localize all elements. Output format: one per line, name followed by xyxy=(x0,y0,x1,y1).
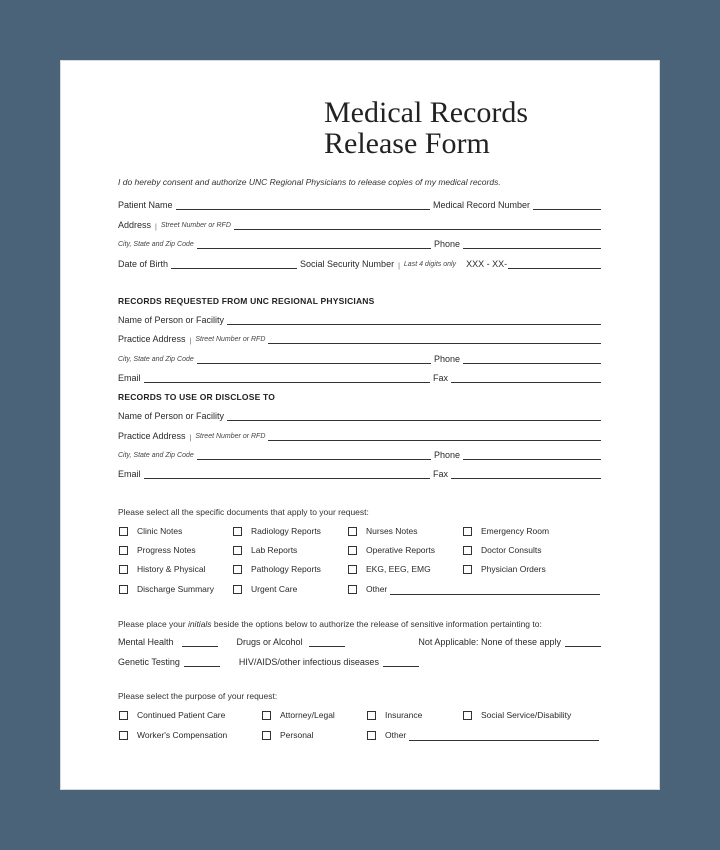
checkbox-label: Doctor Consults xyxy=(481,545,542,555)
address-sublabel: Street Number or RFD xyxy=(160,222,231,229)
rf-practice-field[interactable] xyxy=(268,342,601,344)
checkbox-box[interactable] xyxy=(463,711,472,720)
rf-city-field[interactable] xyxy=(197,362,431,364)
dt-name-field[interactable] xyxy=(227,419,601,421)
checkbox-label: Nurses Notes xyxy=(366,526,418,536)
documents-prompt: Please select all the specific documents that apply to your request: xyxy=(118,507,369,517)
rf-practice-label: Practice Address xyxy=(118,334,186,344)
patient-name-label: Patient Name xyxy=(118,200,173,210)
mrn-label: Medical Record Number xyxy=(432,200,530,210)
doc-checkbox-physician-orders[interactable] xyxy=(463,563,546,575)
not-applicable-label: Not Applicable: None of these apply xyxy=(418,637,561,647)
mental-health-initials[interactable] xyxy=(182,645,218,647)
checkbox-box[interactable] xyxy=(233,585,242,594)
checkbox-box[interactable] xyxy=(233,565,242,574)
doc-checkbox-pathology[interactable] xyxy=(233,563,321,575)
rf-name-field[interactable] xyxy=(227,323,601,325)
purpose-checkbox-insurance[interactable] xyxy=(367,709,422,721)
dt-phone-label: Phone xyxy=(433,450,460,460)
sensitive-row-1 xyxy=(118,636,604,648)
patient-name-row xyxy=(118,199,604,211)
address-field[interactable] xyxy=(234,228,601,230)
dt-phone-field[interactable] xyxy=(463,458,601,460)
rf-practice-row: Practice Address | Street Number or RFD xyxy=(118,333,604,345)
checkbox-box[interactable] xyxy=(233,546,242,555)
doc-checkbox-discharge-summary[interactable] xyxy=(119,583,214,595)
hiv-initials[interactable] xyxy=(383,665,419,667)
checkbox-label: Operative Reports xyxy=(366,545,435,555)
checkbox-box[interactable] xyxy=(119,731,128,740)
phone-label: Phone xyxy=(433,239,460,249)
purpose-checkbox-workers-comp[interactable] xyxy=(119,729,227,741)
dt-email-field[interactable] xyxy=(144,477,430,479)
checkbox-label: Emergency Room xyxy=(481,526,550,536)
doc-checkbox-progress-notes[interactable] xyxy=(119,544,196,556)
checkbox-label: Other xyxy=(385,730,407,740)
purpose-other-field[interactable] xyxy=(409,739,599,741)
doc-checkbox-doctor-consults[interactable] xyxy=(463,544,541,556)
doc-checkbox-clinic-notes[interactable] xyxy=(119,525,182,537)
dt-email-label: Email xyxy=(118,469,141,479)
dob-label: Date of Birth xyxy=(118,259,169,269)
purpose-checkbox-other[interactable] xyxy=(367,729,602,741)
address-label: Address xyxy=(118,220,152,230)
form-title xyxy=(324,97,528,159)
doc-checkbox-operative[interactable] xyxy=(348,544,435,556)
checkbox-box[interactable] xyxy=(367,711,376,720)
mrn-field[interactable] xyxy=(533,208,601,210)
checkbox-box[interactable] xyxy=(119,565,128,574)
doc-checkbox-nurses-notes[interactable] xyxy=(348,525,418,537)
ssn-note: Last 4 digits only xyxy=(403,261,457,268)
mental-health-label: Mental Health xyxy=(118,637,174,647)
sensitive-prompt: Please place your initials beside the options below to authorize the release of sensitive information pertainting to: xyxy=(118,619,542,629)
checkbox-box[interactable] xyxy=(119,711,128,720)
sensitive-row-2 xyxy=(118,656,604,668)
title-line-1: Medical Records xyxy=(324,96,529,129)
purpose-prompt: Please select the purpose of your request: xyxy=(118,691,278,701)
checkbox-label: Attorney/Legal xyxy=(280,710,335,720)
doc-checkbox-emergency-room[interactable] xyxy=(463,525,549,537)
purpose-checkbox-personal[interactable] xyxy=(262,729,314,741)
checkbox-box[interactable] xyxy=(348,546,357,555)
checkbox-label: Urgent Care xyxy=(251,584,298,594)
dt-city-row xyxy=(118,449,604,461)
checkbox-box[interactable] xyxy=(262,711,271,720)
checkbox-box[interactable] xyxy=(463,527,472,536)
checkbox-label: History & Physical xyxy=(137,564,206,574)
purpose-checkbox-attorney[interactable] xyxy=(262,709,335,721)
rf-phone-label: Phone xyxy=(433,354,460,364)
checkbox-label: EKG, EEG, EMG xyxy=(366,564,431,574)
checkbox-box[interactable] xyxy=(348,527,357,536)
checkbox-label: Social Service/Disability xyxy=(481,710,572,720)
ssn-field[interactable] xyxy=(508,267,601,269)
dt-city-field[interactable] xyxy=(197,458,431,460)
dt-name-row xyxy=(118,410,604,422)
checkbox-label: Lab Reports xyxy=(251,545,298,555)
dt-name-label: Name of Person or Facility xyxy=(118,411,225,421)
dt-practice-sublabel: Street Number or RFD xyxy=(195,433,266,440)
phone-field[interactable] xyxy=(463,247,601,249)
genetic-testing-label: Genetic Testing xyxy=(118,657,180,667)
dt-email-row xyxy=(118,468,604,480)
not-applicable-initials[interactable] xyxy=(565,645,601,647)
checkbox-box[interactable] xyxy=(463,565,472,574)
rf-fax-field[interactable] xyxy=(451,381,601,383)
checkbox-label: Progress Notes xyxy=(137,545,196,555)
doc-checkbox-radiology[interactable] xyxy=(233,525,321,537)
dt-city-label: City, State and Zip Code xyxy=(118,452,194,459)
rf-email-label: Email xyxy=(118,373,141,383)
checkbox-box[interactable] xyxy=(119,546,128,555)
dt-practice-row: Practice Address | Street Number or RFD xyxy=(118,430,604,442)
rf-fax-label: Fax xyxy=(432,373,448,383)
ssn-mask: XXX - XX- xyxy=(466,259,508,269)
patient-name-field[interactable] xyxy=(176,208,430,210)
city-field[interactable] xyxy=(197,247,431,249)
hiv-label: HIV/AIDS/other infectious diseases xyxy=(238,657,379,667)
city-phone-row xyxy=(118,238,604,250)
purpose-checkbox-continued-care[interactable] xyxy=(119,709,225,721)
form-page xyxy=(60,60,660,790)
purpose-checkbox-social-service[interactable] xyxy=(463,709,571,721)
doc-checkbox-urgent-care[interactable] xyxy=(233,583,297,595)
doc-checkbox-history-physical[interactable] xyxy=(119,563,206,575)
checkbox-label: Continued Patient Care xyxy=(137,710,226,720)
checkbox-label: Clinic Notes xyxy=(137,526,183,536)
dob-ssn-row: Date of Birth Social Security Number | Last 4 digits only XXX - XX- xyxy=(118,258,604,270)
checkbox-box[interactable] xyxy=(348,585,357,594)
checkbox-box[interactable] xyxy=(367,731,376,740)
rf-email-field[interactable] xyxy=(144,381,430,383)
doc-checkbox-lab[interactable] xyxy=(233,544,297,556)
doc-checkbox-ekg[interactable] xyxy=(348,563,431,575)
drugs-alcohol-initials[interactable] xyxy=(309,645,345,647)
checkbox-label: Physician Orders xyxy=(481,564,546,574)
dt-practice-field[interactable] xyxy=(268,439,601,441)
dob-field[interactable] xyxy=(171,267,297,269)
dt-practice-label: Practice Address xyxy=(118,431,186,441)
city-label: City, State and Zip Code xyxy=(118,241,194,248)
rf-name-label: Name of Person or Facility xyxy=(118,315,225,325)
rf-email-row xyxy=(118,372,604,384)
genetic-testing-initials[interactable] xyxy=(184,665,220,667)
checkbox-box[interactable] xyxy=(348,565,357,574)
disclose-to-heading: RECORDS TO USE OR DISCLOSE TO xyxy=(118,392,276,402)
rf-city-row xyxy=(118,353,604,365)
drugs-alcohol-label: Drugs or Alcohol xyxy=(236,637,303,647)
rf-practice-sublabel: Street Number or RFD xyxy=(195,336,266,343)
doc-checkbox-other[interactable] xyxy=(348,583,603,595)
checkbox-label: Discharge Summary xyxy=(137,584,214,594)
address-row: Address | Street Number or RFD xyxy=(118,219,604,231)
checkbox-box[interactable] xyxy=(119,585,128,594)
checkbox-label: Worker's Compensation xyxy=(137,730,228,740)
dt-fax-field[interactable] xyxy=(451,477,601,479)
dt-fax-label: Fax xyxy=(432,469,448,479)
checkbox-label: Radiology Reports xyxy=(251,526,321,536)
checkbox-box[interactable] xyxy=(463,546,472,555)
title-line-2: Release Form xyxy=(324,127,490,160)
checkbox-label: Insurance xyxy=(385,710,423,720)
consent-statement: I do hereby consent and authorize UNC Regional Physicians to release copies of my medical records. xyxy=(118,177,501,187)
requested-from-heading: RECORDS REQUESTED FROM UNC REGIONAL PHYSICIANS xyxy=(118,296,375,306)
rf-city-label: City, State and Zip Code xyxy=(118,356,194,363)
doc-other-field[interactable] xyxy=(390,593,600,595)
checkbox-box[interactable] xyxy=(119,527,128,536)
rf-name-row xyxy=(118,314,604,326)
checkbox-box[interactable] xyxy=(262,731,271,740)
checkbox-label: Personal xyxy=(280,730,314,740)
checkbox-label: Other xyxy=(366,584,388,594)
checkbox-label: Pathology Reports xyxy=(251,564,321,574)
rf-phone-field[interactable] xyxy=(463,362,601,364)
checkbox-box[interactable] xyxy=(233,527,242,536)
ssn-label: Social Security Number xyxy=(300,259,395,269)
